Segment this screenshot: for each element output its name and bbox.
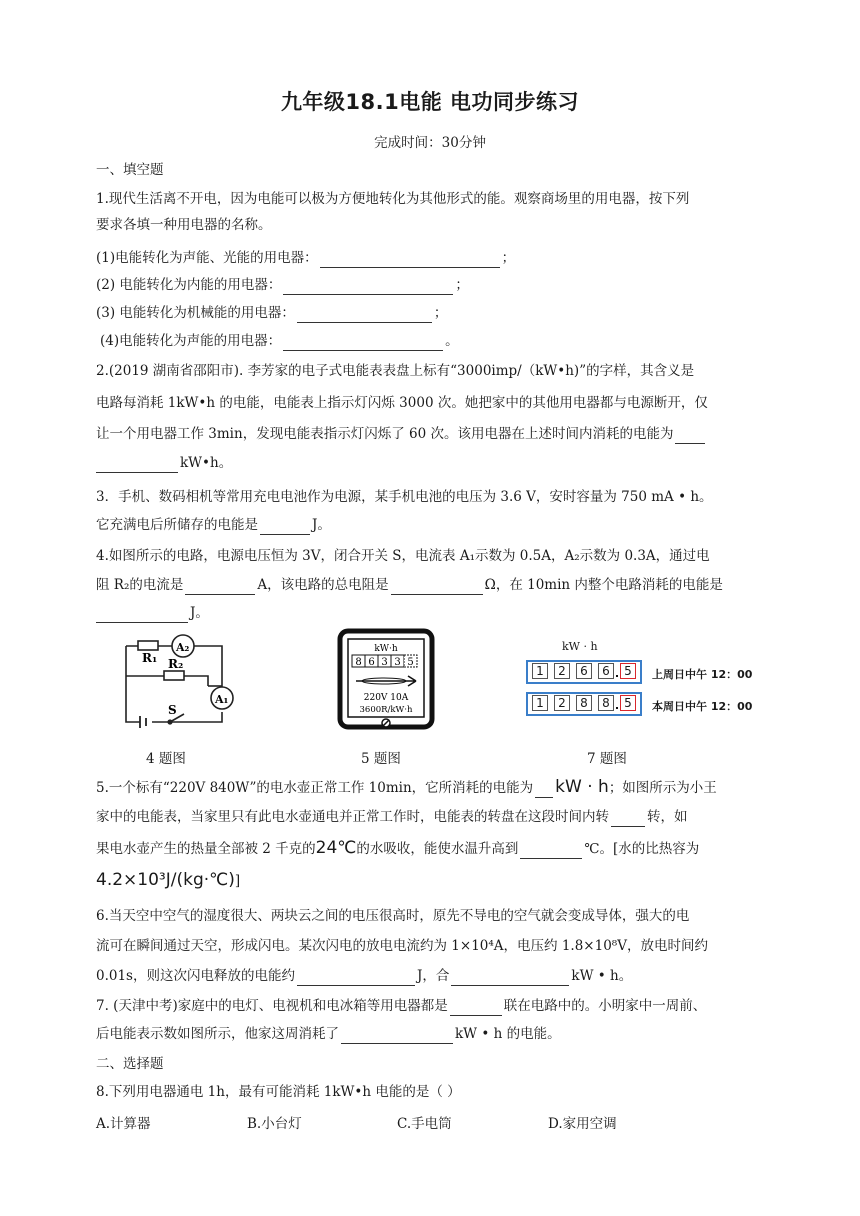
q1-line1: 1.现代生活离不开电，因为电能可以极为方便地转化为其他形式的能。观察商场里的用电器，按下列	[96, 191, 690, 207]
meter-readings-figure	[526, 640, 766, 720]
q4-blank-1[interactable]	[185, 580, 255, 595]
q6-line3	[96, 966, 632, 986]
q4-blank-3[interactable]	[96, 608, 188, 623]
meter-unit: kW·h	[374, 644, 398, 654]
q8-option-c[interactable]: C.手电筒	[397, 1116, 452, 1132]
q8-stem: 8.下列用电器通电 1h，最有可能消耗 1kW•h 电能的是（ ）	[96, 1084, 461, 1100]
q5-unit-kwh: kW · h	[555, 777, 609, 797]
meter-digit-5: 5	[407, 657, 414, 668]
q1-line2: 要求各填一种用电器的名称。	[96, 217, 272, 233]
decimal-point	[616, 707, 618, 709]
reading-digit: 5	[620, 695, 636, 711]
q1-end: 。	[445, 333, 459, 349]
meter-revolutions: 3600R/kW·h	[359, 705, 413, 715]
q5-line3d: ℃。[水的比热容为	[584, 841, 700, 857]
q5-line1	[96, 777, 717, 798]
readings-unit: kW · h	[562, 640, 598, 653]
q4-unit: J。	[190, 605, 209, 621]
q3-line2a: 它充满电后所储存的电能是	[96, 517, 258, 533]
q5-blank-3[interactable]	[520, 844, 582, 859]
q4-line2b: A，该电路的总电阻是	[257, 577, 389, 593]
reading-digit: 6	[576, 663, 592, 679]
reading-label-this-week: 本周日中午 12：00	[652, 700, 753, 713]
meter-digit-2: 6	[368, 657, 375, 668]
r2-label: R₂	[168, 657, 184, 671]
q7-line2	[96, 1024, 561, 1044]
q6-blank-1[interactable]	[297, 971, 415, 986]
q5-line4	[96, 870, 240, 891]
fig7-caption: 7 题图	[587, 751, 627, 767]
q2-blank-a[interactable]	[675, 429, 705, 444]
reading-digit: 2	[554, 695, 570, 711]
q3-line2	[96, 515, 331, 535]
section-fill-blank: 一、填空题	[96, 162, 164, 178]
q7-line2b: kW • h 的电能。	[455, 1026, 561, 1042]
q2-line1: 2.(2019 湖南省邵阳市). 李芳家的电子式电能表表盘上标有“3000imp/（kW•h)”的字样，其含义是	[96, 363, 695, 379]
reading-digit: 5	[620, 663, 636, 679]
r1-label: R₁	[142, 651, 158, 665]
meter-digit-4: 3	[394, 657, 401, 668]
q8-option-b[interactable]: B.小台灯	[247, 1116, 302, 1132]
q5-line2a: 家中的电能表，当家里只有此电水壶通电并正常工作时，电能表的转盘在这段时间内转	[96, 809, 609, 825]
reading-digit: 8	[598, 695, 614, 711]
q1-semi-2: ；	[455, 277, 469, 293]
section-choice: 二、选择题	[96, 1056, 164, 1072]
meter-digit-3: 3	[381, 657, 388, 668]
meter-rating: 220V 10A	[363, 693, 409, 703]
q5-specific-heat: 4.2×10³J/(kg·℃)	[96, 870, 235, 890]
q3-unit: J。	[312, 517, 331, 533]
reading-row-last-week	[526, 660, 646, 686]
q5-blank-1[interactable]	[535, 783, 553, 798]
q1-blank-2[interactable]	[283, 280, 453, 295]
q4-line2	[96, 575, 723, 595]
q6-blank-2[interactable]	[451, 971, 569, 986]
q5-line3c: 的水吸收，能使水温升高到	[356, 841, 519, 857]
q2-line4	[96, 453, 232, 473]
q4-line2a: 阻 R₂的电流是	[96, 577, 184, 593]
q1-sub1-text: (1)电能转化为声能、光能的用电器：	[96, 250, 318, 266]
q2-line3-text: 让一个用电器工作 3min，发现电能表指示灯闪烁了 60 次。该用电器在上述时间内消耗的电能为	[96, 426, 674, 442]
q7-line1a: 7. (天津中考)家庭中的电灯、电视机和电冰箱等用电器都是	[96, 998, 448, 1014]
q6-line3a: 0.01s，则这次闪电释放的电能约	[96, 968, 295, 984]
q5-blank-2[interactable]	[611, 812, 645, 827]
reading-row-this-week	[526, 692, 646, 718]
q5-line2	[96, 807, 688, 827]
q4-blank-2[interactable]	[391, 580, 483, 595]
q1-sub4-text: (4)电能转化为声能的用电器：	[100, 333, 282, 349]
reading-digit: 1	[532, 663, 548, 679]
q5-line3a: 果电水壶产生的热量全部被 2 千克的	[96, 841, 316, 857]
q7-line1	[96, 996, 706, 1016]
q8-option-d[interactable]: D.家用空调	[548, 1116, 617, 1132]
q4-line2c: Ω，在 10min 内整个电路消耗的电能是	[484, 577, 723, 593]
q1-sub2	[96, 275, 469, 295]
reading-digit: 2	[554, 663, 570, 679]
switch-label: S	[168, 703, 177, 717]
completion-time: 完成时间：30分钟	[374, 135, 486, 151]
decimal-point	[616, 675, 618, 677]
reading-label-last-week: 上周日中午 12：00	[652, 668, 753, 681]
q6-line1: 6.当天空中空气的湿度很大、两块云之间的电压很高时，原先不导电的空气就会变成导体，强大的电	[96, 908, 690, 924]
circuit-diagram	[118, 628, 238, 728]
q5-line2b: 转，如	[647, 809, 688, 825]
q5-bracket: ]	[234, 873, 241, 889]
q2-blank-b[interactable]	[96, 458, 178, 473]
a1-label: A₁	[215, 693, 229, 706]
q8-option-a[interactable]: A.计算器	[96, 1116, 151, 1132]
q1-sub2-text: (2) 电能转化为内能的用电器：	[96, 277, 282, 293]
q4-line3	[96, 603, 209, 623]
reading-digit: 8	[576, 695, 592, 711]
q1-blank-4[interactable]	[283, 336, 443, 351]
q1-semi-1: ；	[501, 250, 516, 266]
q5-line3	[96, 838, 699, 859]
q6-unit: kW • h。	[571, 968, 633, 984]
q3-blank[interactable]	[260, 520, 310, 535]
q5-temp: 24℃	[315, 838, 357, 858]
q7-line2a: 后电能表示数如图所示，他家这周消耗了	[96, 1026, 339, 1042]
q4-line1: 4.如图所示的电路，电源电压恒为 3V，闭合开关 S，电流表 A₁示数为 0.5A，A₂示数为 0.3A，通过电	[96, 548, 710, 564]
q5-line1a: 5.一个标有“220V 840W”的电水壶正常工作 10min，它所消耗的电能为	[96, 780, 534, 796]
reading-digit: 1	[532, 695, 548, 711]
q2-unit: kW•h。	[180, 455, 233, 471]
q1-sub1	[96, 248, 515, 268]
q1-sub4	[100, 331, 459, 351]
q2-line2: 电路每消耗 1kW•h 的电能，电能表上指示灯闪烁 3000 次。她把家中的其他用电器都与电源断开，仅	[96, 395, 708, 411]
meter-digit-1: 8	[355, 657, 362, 668]
q1-blank-1[interactable]	[320, 253, 500, 268]
energy-meter-figure	[336, 628, 436, 730]
q1-blank-3[interactable]	[297, 308, 432, 323]
fig4-caption: 4 题图	[146, 751, 186, 767]
q6-line3b: J，合	[417, 968, 450, 984]
q6-line2: 流可在瞬间通过天空，形成闪电。某次闪电的放电电流约为 1×10⁴A，电压约 1.8×10⁸V，放电时间约	[96, 938, 708, 954]
q1-semi-3: ；	[433, 305, 448, 321]
q7-blank-2[interactable]	[341, 1029, 453, 1044]
q2-line3	[96, 424, 707, 444]
q7-blank-1[interactable]	[450, 1001, 502, 1016]
q5-line1c: ；如图所示为小王	[608, 780, 717, 796]
q1-sub3	[96, 303, 447, 323]
page-title: 九年级18.1电能 电功同步练习	[280, 90, 580, 114]
fig5-caption: 5 题图	[361, 751, 401, 767]
q3-line1: 3．手机、数码相机等常用充电电池作为电源，某手机电池的电压为 3.6 V，安时容量为 750 mA • h。	[96, 489, 713, 505]
reading-digit: 6	[598, 663, 614, 679]
q7-line1b: 联在电路中的。小明家中一周前、	[503, 998, 707, 1014]
a2-label: A₂	[176, 641, 190, 654]
q1-sub3-text: (3) 电能转化为机械能的用电器：	[96, 305, 295, 321]
